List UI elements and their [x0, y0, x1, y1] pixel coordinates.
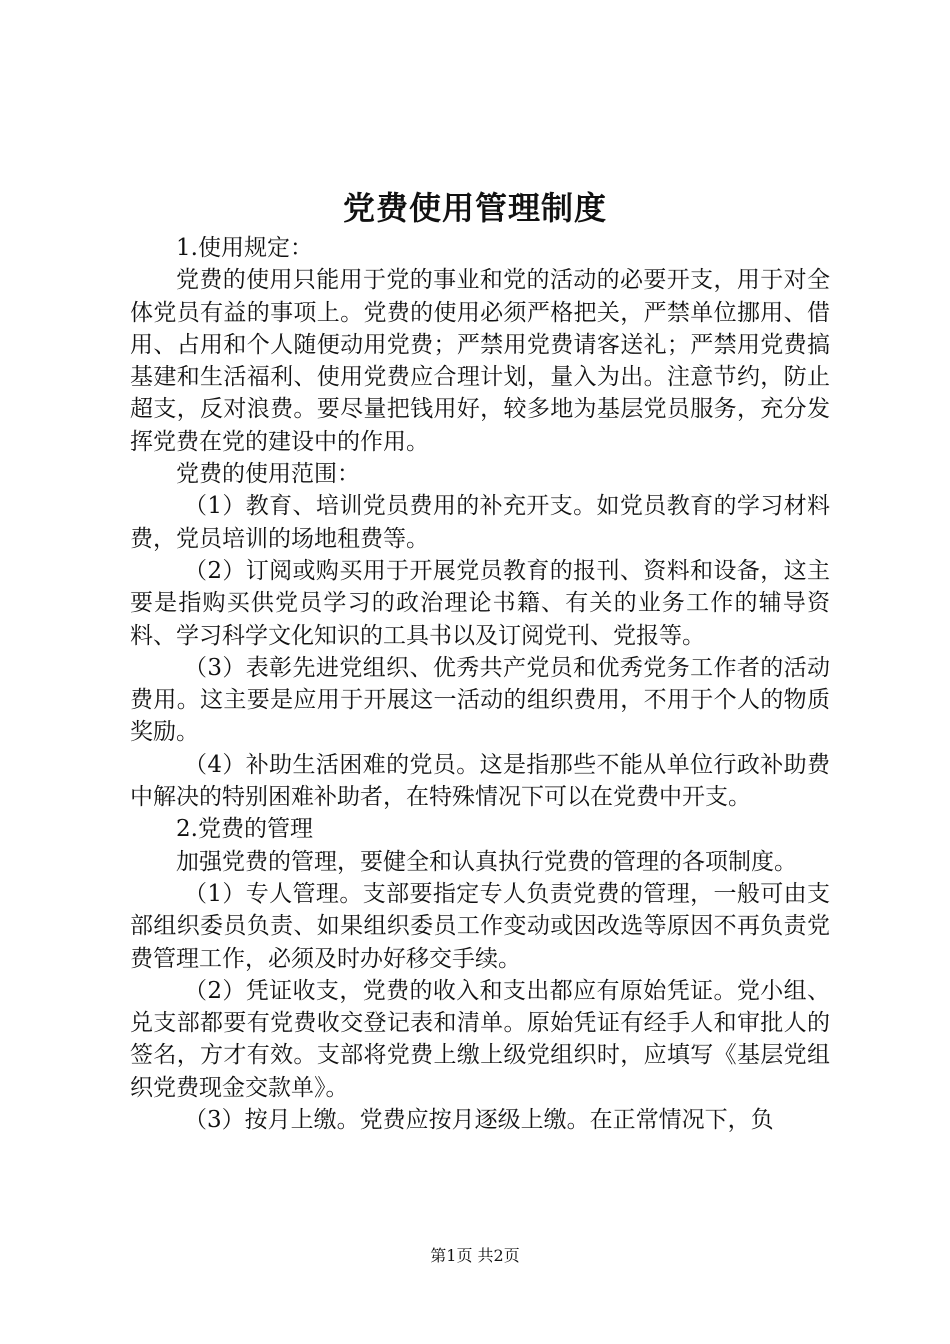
list-item-scope-3: （3）表彰先进党组织、优秀共产党员和优秀党务工作者的活动费用。这主要是应用于开展这一活动的组织费用，不用于个人的物质奖励。: [130, 654, 830, 746]
list-item-management-1: （1）专人管理。支部要指定专人负责党费的管理，一般可由支部组织委员负责、如果组织委员工作变动或因改选等原因不再负责党费管理工作，必须及时办好移交手续。: [130, 880, 830, 972]
list-item-scope-1: （1）教育、培训党员费用的补充开支。如党员教育的学习材料费，党员培训的场地租费等。: [130, 493, 830, 552]
list-item-scope-2: （2）订阅或购买用于开展党员教育的报刊、资料和设备，这主要是指购买供党员学习的政治理论书籍、有关的业务工作的辅导资料、学习科学文化知识的工具书以及订阅党刊、党报等。: [130, 557, 830, 649]
section-heading-management: 2.党费的管理: [176, 816, 313, 843]
subheading-usage-scope: 党费的使用范围：: [176, 461, 360, 488]
section-heading-usage-rules: 1.使用规定：: [176, 235, 313, 261]
paragraph-usage-rules: 党费的使用只能用于党的事业和党的活动的必要开支，用于对全体党员有益的事项上。党费的使用必须严格把关，严禁单位挪用、借用、占用和个人随便动用党费；严禁用党费请客送礼；严禁用党费搞基建和生活福利、使用党费应合理计划，量入为出。注意节约，防止超支，反对浪费。要尽量把钱用好，较多地为基层党员服务，充分发挥党费在党的建设中的作用。: [130, 267, 830, 455]
document-body: [130, 232, 830, 1136]
list-item-management-2: （2）凭证收支，党费的收入和支出都应有原始凭证。党小组、兑支部都要有党费收交登记表和清单。原始凭证有经手人和审批人的签名，方才有效。支部将党费上缴上级党组织时，应填写《基层党组织党费现金交款单》。: [130, 977, 830, 1101]
paragraph-management-intro: 加强党费的管理，要健全和认真执行党费的管理的各项制度。: [176, 848, 797, 875]
document-title: 党费使用管理制度: [342, 189, 607, 227]
list-item-scope-4: （4）补助生活困难的党员。这是指那些不能从单位行政补助费中解决的特别困难补助者，在特殊情况下可以在党费中开支。: [130, 751, 830, 811]
page-number-footer: 第1页 共2页: [430, 1246, 520, 1265]
list-item-management-3: （3）按月上缴。党费应按月逐级上缴。在正常情况下，负: [184, 1107, 774, 1134]
